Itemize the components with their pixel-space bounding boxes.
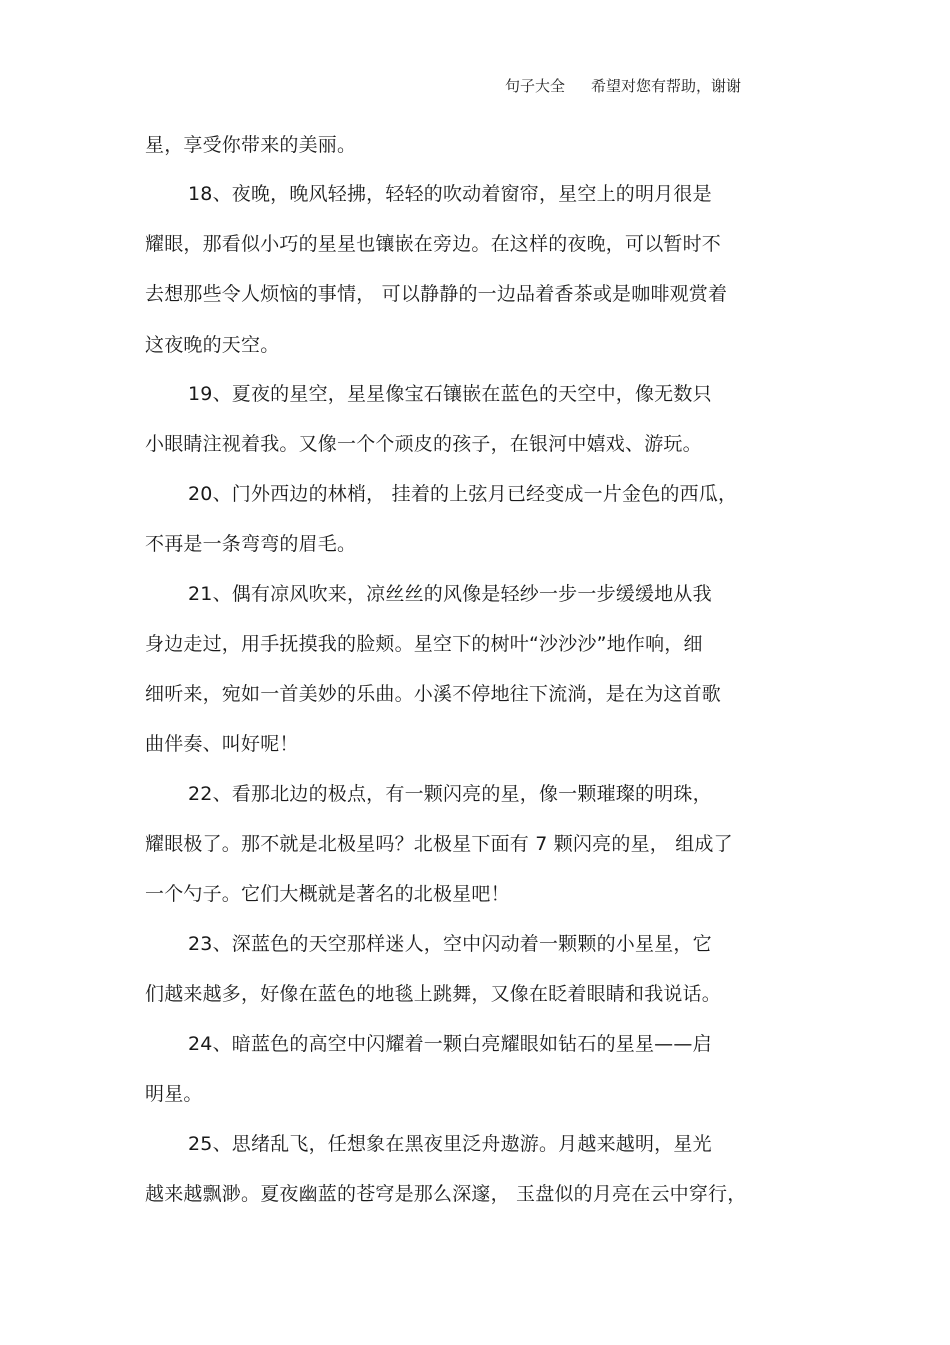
text-line: 23、深蓝色的天空那样迷人，空中闪动着一颗颗的小星星，它: [188, 933, 712, 955]
text-line: 耀眼极了。那不就是北极星吗？北极星下面有 7 颗闪亮的星， 组成了: [145, 833, 733, 855]
text-line: 星，享受你带来的美丽。: [145, 134, 357, 156]
text-line: 身边走过，用手抚摸我的脸颊。星空下的树叶“沙沙沙”地作响，细: [145, 633, 703, 655]
text-line: 一个勺子。它们大概就是著名的北极星吧！: [145, 883, 510, 905]
text-line: 19、夏夜的星空，星星像宝石镶嵌在蓝色的天空中，像无数只: [188, 383, 712, 405]
text-line: 越来越飘渺。夏夜幽蓝的苍穹是那么深邃， 玉盘似的月亮在云中穿行，: [145, 1183, 747, 1205]
text-line: 曲伴奏、叫好呢！: [145, 733, 299, 755]
text-line: 24、暗蓝色的高空中闪耀着一颗白亮耀眼如钻石的星星——启: [188, 1033, 712, 1055]
text-line: 耀眼，那看似小巧的星星也镶嵌在旁边。在这样的夜晚，可以暂时不: [145, 233, 722, 255]
text-line: 细听来，宛如一首美妙的乐曲。小溪不停地往下流淌，是在为这首歌: [145, 683, 722, 705]
text-line: 们越来越多，好像在蓝色的地毯上跳舞，又像在眨着眼睛和我说话。: [145, 983, 722, 1005]
text-line: 25、思绪乱飞，任想象在黑夜里泛舟遨游。月越来越明，星光: [188, 1133, 712, 1155]
page-header: [505, 75, 741, 96]
text-line: 去想那些令人烦恼的事情， 可以静静的一边品着香茶或是咖啡观赏着: [145, 283, 728, 305]
text-line: 不再是一条弯弯的眉毛。: [145, 533, 357, 555]
text-line: 小眼睛注视着我。又像一个个顽皮的孩子，在银河中嬉戏、游玩。: [145, 433, 702, 455]
text-line: 20、门外西边的林梢， 挂着的上弦月已经变成一片金色的西瓜，: [188, 483, 738, 505]
text-line: 这夜晚的天空。: [145, 334, 280, 356]
header-note: 希望对您有帮助，谢谢: [591, 77, 742, 95]
text-line: 22、看那北边的极点，有一颗闪亮的星，像一颗璀璨的明珠，: [188, 783, 712, 805]
text-line: 18、夜晚，晚风轻拂，轻轻的吹动着窗帘，星空上的明月很是: [188, 183, 712, 205]
text-line: 21、偶有凉风吹来，凉丝丝的风像是轻纱一步一步缓缓地从我: [188, 583, 712, 605]
header-site-name: 句子大全: [505, 77, 566, 95]
text-line: 明星。: [145, 1083, 203, 1105]
